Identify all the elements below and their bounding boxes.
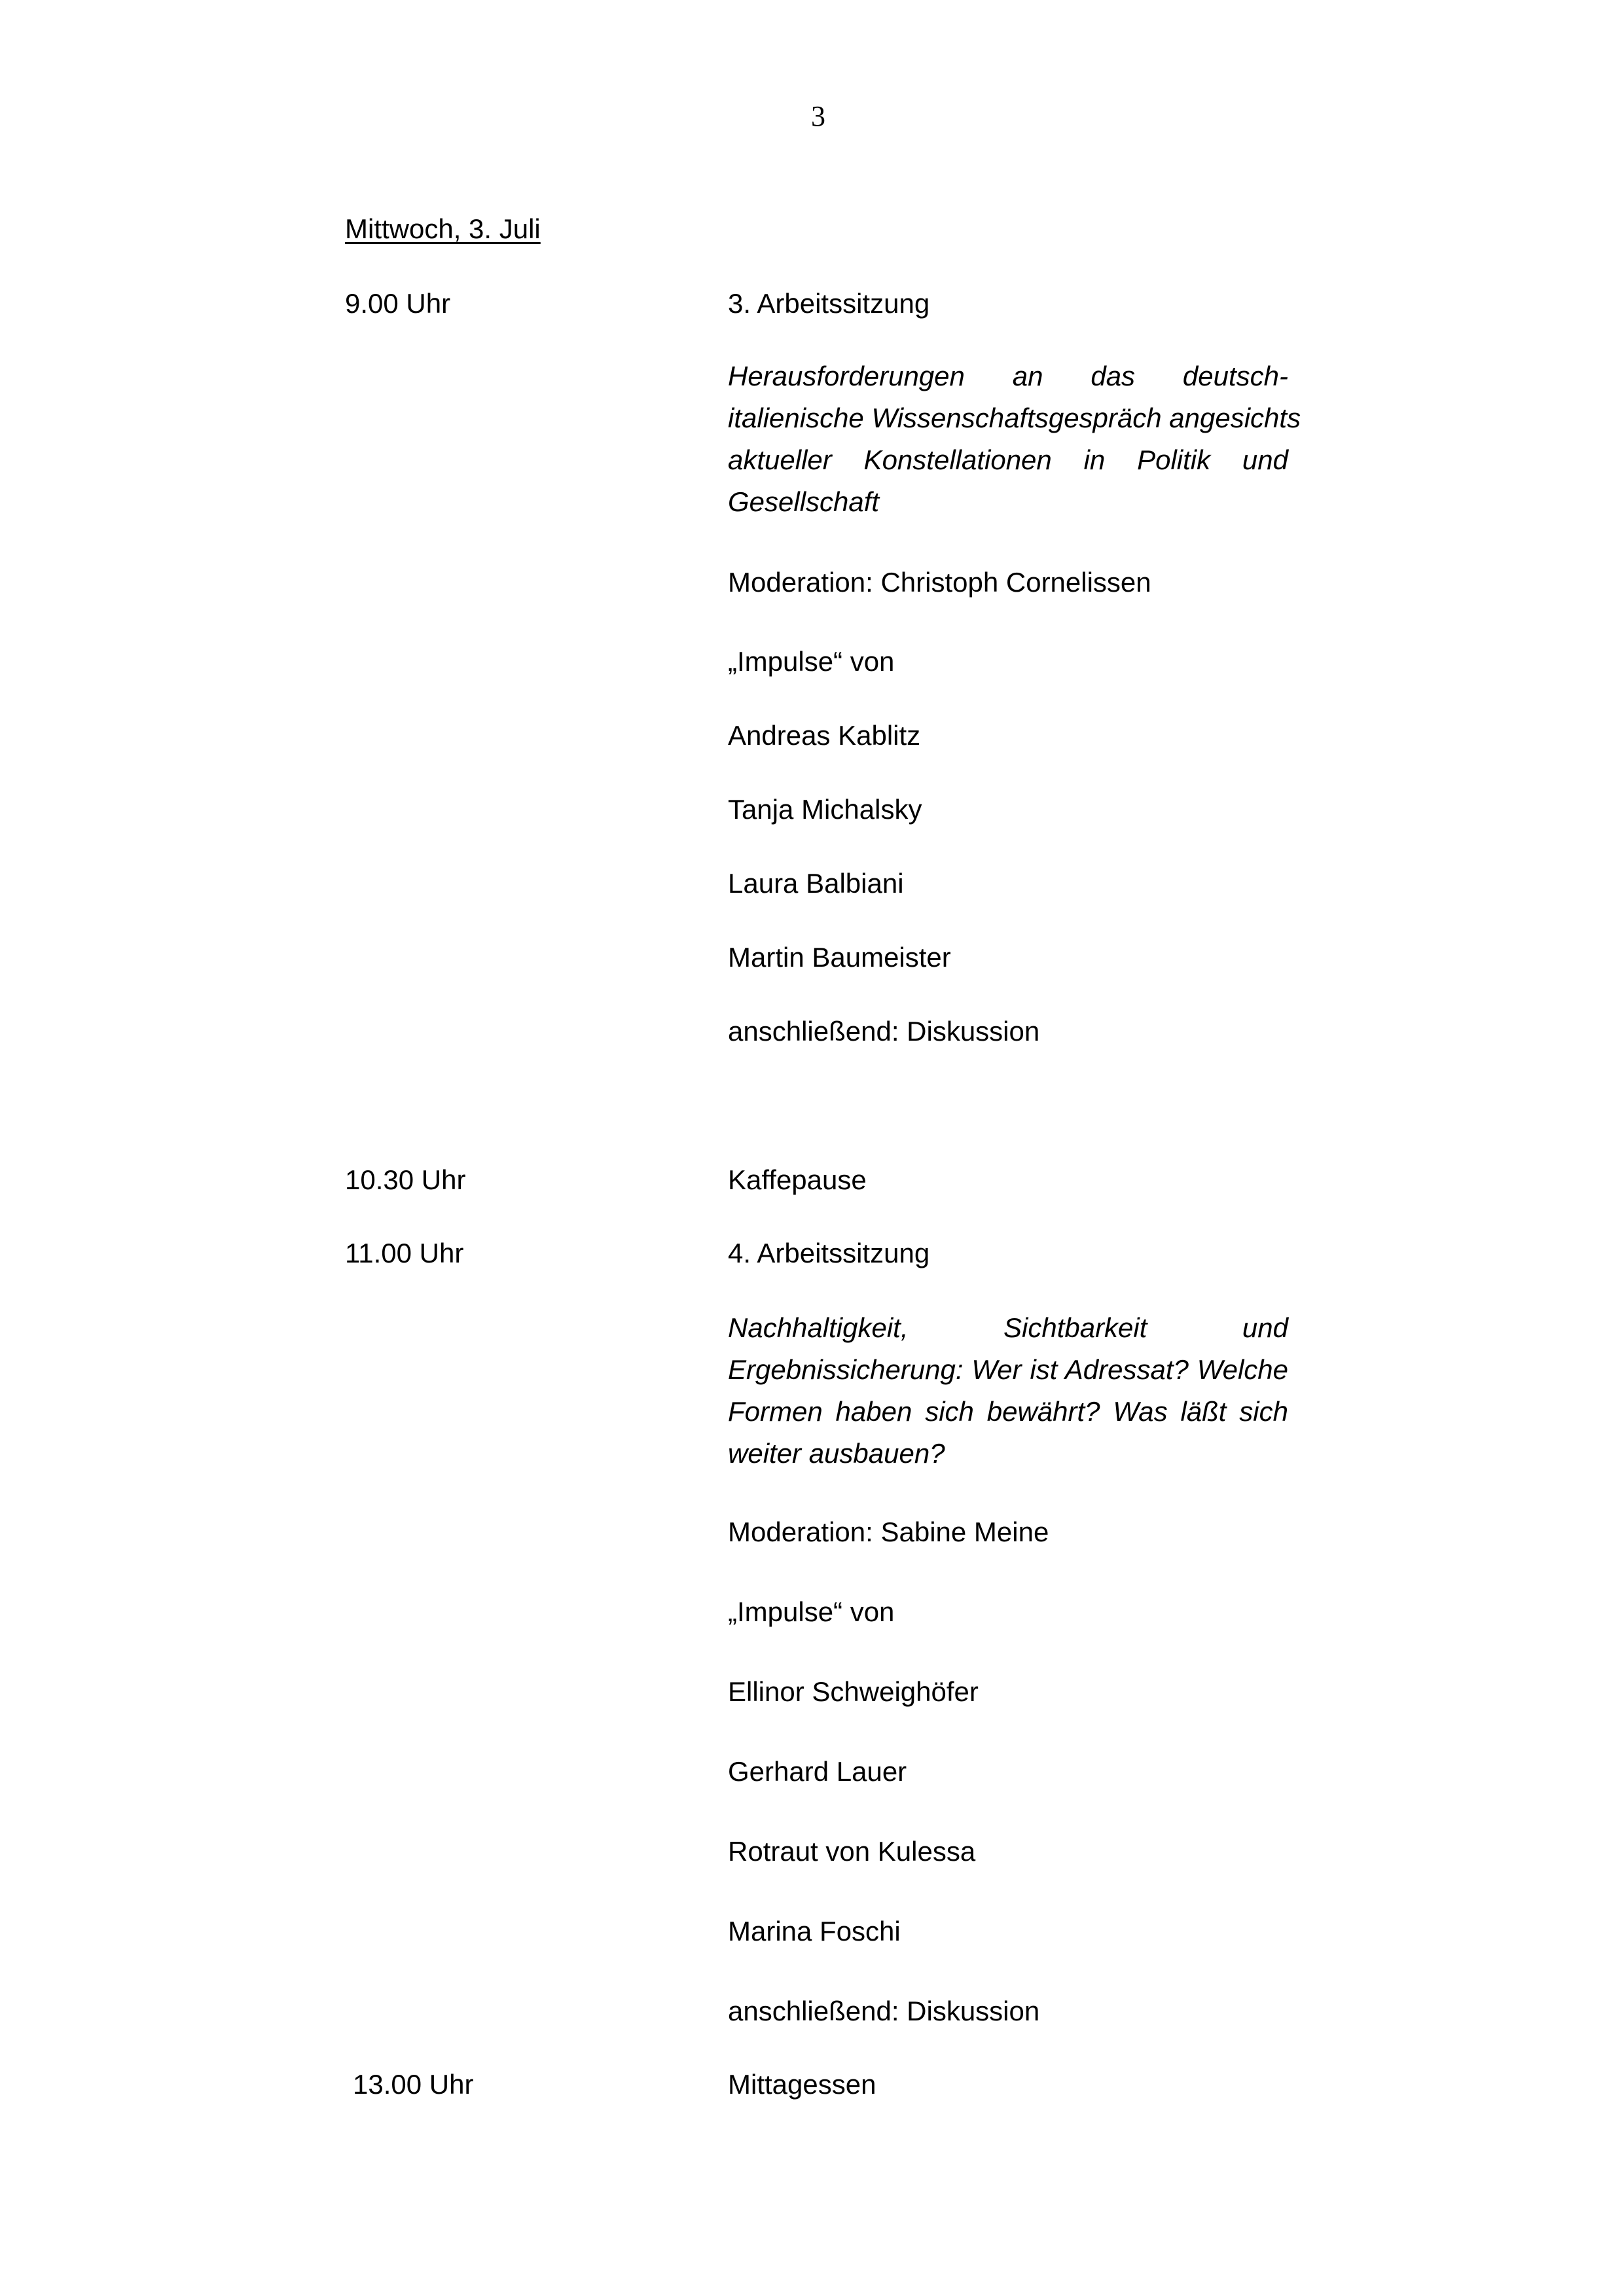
session2-speaker: Gerhard Lauer <box>728 1756 907 1787</box>
session2-impulse-label: „Impulse“ von <box>728 1596 895 1627</box>
session1-time: 9.00 Uhr <box>345 288 451 319</box>
day-heading: Mittwoch, 3. Juli <box>345 213 541 244</box>
session1-discussion: anschließend: Diskussion <box>728 1016 1040 1047</box>
session2-discussion: anschließend: Diskussion <box>728 1996 1040 2026</box>
session1-title: 3. Arbeitssitzung <box>728 288 930 319</box>
lunch-label: Mittagessen <box>728 2069 876 2100</box>
page-number: 3 <box>811 100 825 132</box>
session1-impulse-label: „Impulse“ von <box>728 646 895 677</box>
session2-speaker: Marina Foschi <box>728 1916 901 1946</box>
session1-topic-line: aktueller Konstellationen in Politik und <box>728 444 1288 475</box>
lunch-time: 13.00 Uhr <box>353 2069 474 2100</box>
session1-topic-line: Gesellschaft <box>728 486 880 517</box>
session2-topic-line: Nachhaltigkeit, Sichtbarkeit und <box>728 1312 1288 1343</box>
session1-topic <box>728 355 1301 523</box>
session2-topic-line: weiter ausbauen? <box>728 1438 945 1469</box>
session1-speaker: Tanja Michalsky <box>728 794 922 825</box>
session2-title: 4. Arbeitssitzung <box>728 1238 930 1268</box>
break-label: Kaffepause <box>728 1164 867 1195</box>
session2-topic-line: Formen haben sich bewährt? Was läßt sich <box>728 1396 1288 1427</box>
session1-moderation: Moderation: Christoph Cornelissen <box>728 567 1151 598</box>
session2-topic <box>728 1307 1288 1475</box>
session2-speaker: Rotraut von Kulessa <box>728 1836 976 1867</box>
session1-speaker: Laura Balbiani <box>728 868 904 899</box>
break-time: 10.30 Uhr <box>345 1164 466 1195</box>
session2-speaker: Ellinor Schweighöfer <box>728 1676 979 1707</box>
session1-speaker: Andreas Kablitz <box>728 720 921 751</box>
session1-topic-line: Herausforderungen an das deutsch- <box>728 361 1288 391</box>
session2-moderation: Moderation: Sabine Meine <box>728 1516 1049 1547</box>
session2-topic-line: Ergebnissicherung: Wer ist Adressat? Welche <box>728 1354 1288 1385</box>
session2-time: 11.00 Uhr <box>345 1238 464 1268</box>
session1-speaker: Martin Baumeister <box>728 942 951 973</box>
session1-topic-line: italienische Wissenschaftsgespräch angesichts <box>728 403 1301 433</box>
